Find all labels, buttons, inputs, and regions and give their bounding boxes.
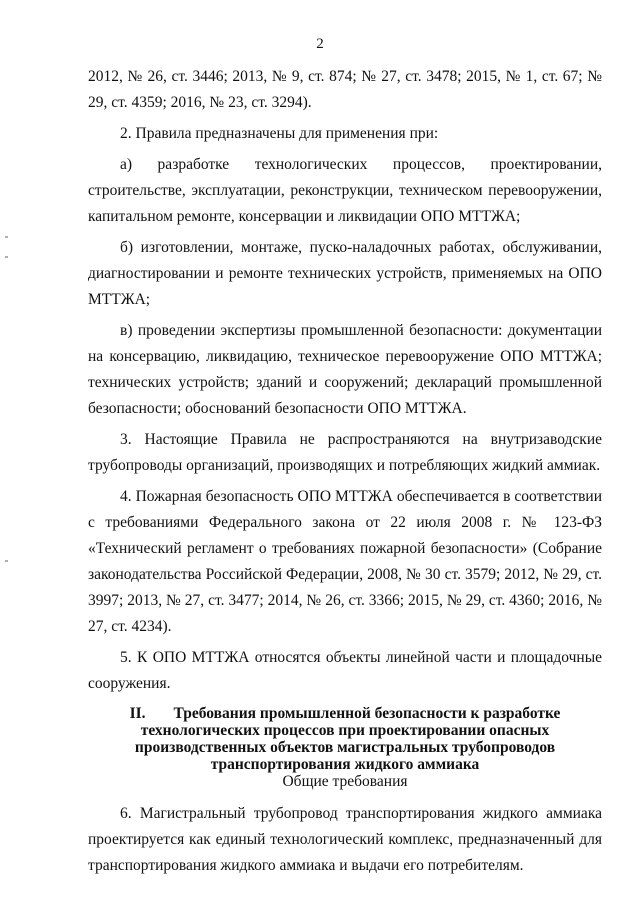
scan-artifact <box>5 256 8 258</box>
paragraph-continuation: 2012, № 26, ст. 3446; 2013, № 9, ст. 874; № 27, ст. 3478; 2015, № 1, ст. 67; № 29, ст. 4359; 2016, № 23, ст. 3294). <box>88 68 602 111</box>
paragraph-2a: а) разработке технологических процессов, проектировании, строительстве, эксплуатации, реконструкции, техническом перевооружении, капитальном ремонте, консервации и ликвидации ОПО МТТЖА; <box>88 156 602 225</box>
paragraph-3: 3. Настоящие Правила не распространяются на внутризаводские трубопроводы организаций, производящих и потребляющих жидкий аммиак. <box>88 431 602 474</box>
paragraph-2c: в) проведении экспертизы промышленной безопасности: документации на консервацию, ликвидацию, техническое перевооружение ОПО МТТЖА; технических устройств; зданий и сооружений; деклараций промышленной безопасности; обоснований безопасности ОПО МТТЖА. <box>88 322 602 417</box>
document-body <box>88 64 602 879</box>
scan-artifact <box>5 236 8 238</box>
section-title-line-3: производственных объектов магистральных трубопроводов <box>134 739 556 756</box>
paragraph-4: 4. Пожарная безопасность ОПО МТТЖА обеспечивается в соответствии с требованиями Федерального закона от 22 июля 2008 г. № 123-ФЗ «Технический регламент о требованиях пожарной безопасности» (Собрание законодательства Российской Федерации, 2008, № 30 ст. 3579; 2012, № 29, ст. 3997; 2013, № 27, ст. 3477; 2014, № 26, ст. 3366; 2015, № 29, ст. 4360; 2016, № 27, ст. 4234). <box>88 488 602 635</box>
page-number: 2 <box>316 36 324 52</box>
section-title-line-1: Требования промышленной безопасности к разработке <box>173 705 561 722</box>
section-heading <box>88 705 602 773</box>
paragraph-2: 2. Правила предназначены для применения при: <box>120 125 439 142</box>
paragraph-6: 6. Магистральный трубопровод транспортирования жидкого аммиака проектируется как единый технологический комплекс, предназначенный для транспортирования жидкого аммиака и выдачи его потребителям. <box>88 805 602 874</box>
paragraph-2b: б) изготовлении, монтаже, пуско-наладочных работах, обслуживании, диагностировании и ремонте технических устройств, применяемых на ОПО МТТЖА; <box>88 239 602 308</box>
section-heading-line-1 <box>88 705 602 722</box>
section-number: II. <box>129 705 146 722</box>
section-title-line-2: технологических процессов при проектировании опасных <box>140 722 550 739</box>
section-title-line-4: транспортирования жидкого аммиака <box>210 756 480 773</box>
section-subheading: Общие требования <box>282 773 408 790</box>
paragraph-5: 5. К ОПО МТТЖА относятся объекты линейной части и площадочные сооружения. <box>88 649 602 692</box>
scan-artifact <box>5 560 8 562</box>
